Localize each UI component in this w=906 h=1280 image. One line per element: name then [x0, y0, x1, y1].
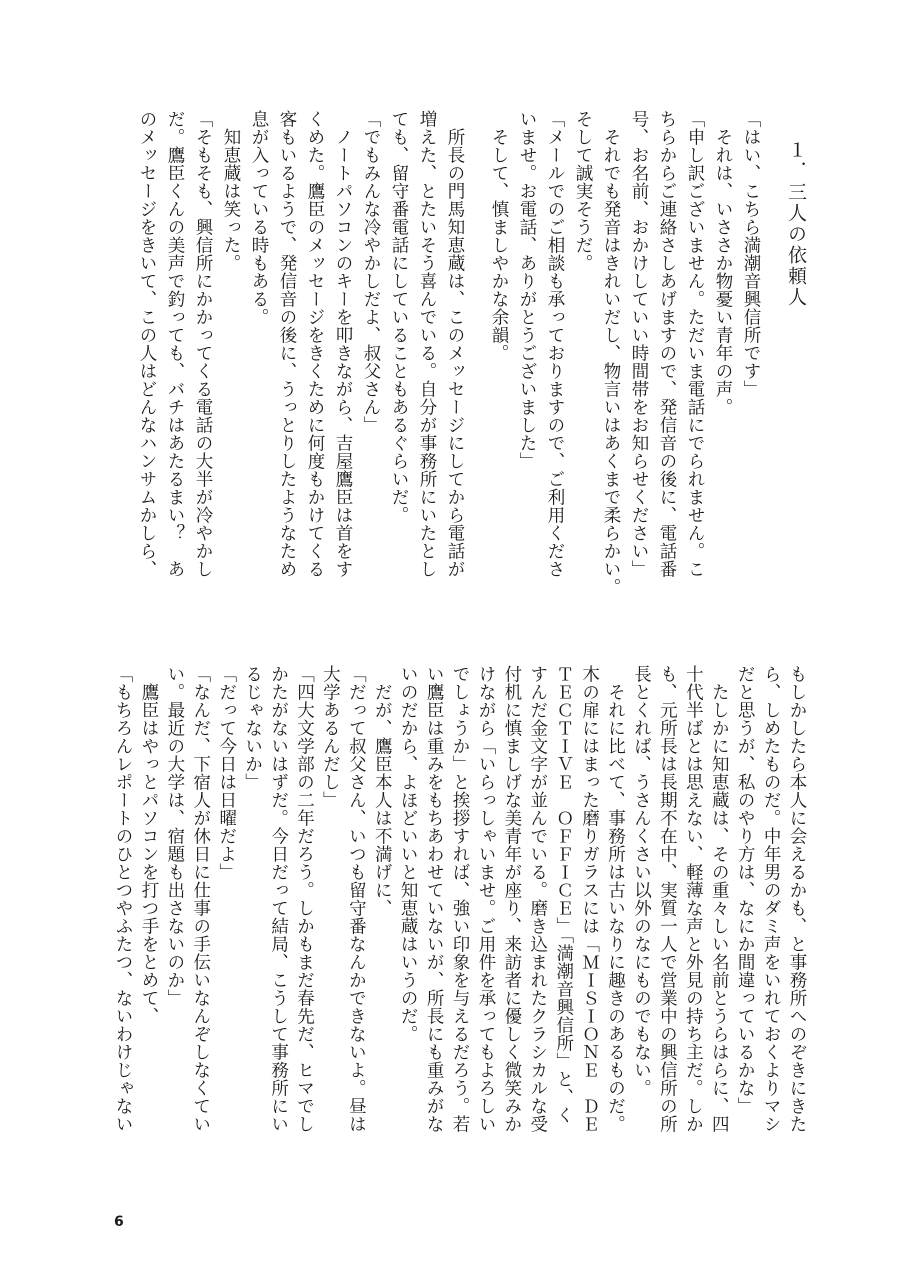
- text-line: い鷹臣は重みをもちあわせていないが、所長にも重みがな: [424, 665, 445, 1133]
- text-line: 号、お名前、おかけしていい時間帯をお知らせください」: [629, 110, 649, 578]
- text-line: 十代半ばとは思えない、軽薄な声と外見の持ち主だ。しか: [683, 665, 704, 1133]
- text-line: 増えた、とたいそう喜んでいる。自分が事務所にいたとし: [417, 110, 437, 578]
- text-line: 長とくれば、うさんくさい以外のなにものでもない。: [631, 665, 652, 1097]
- text-line: ら、しめたものだ。中年男のダミ声をいれておくよりマシ: [761, 665, 782, 1133]
- text-line: 「そもそも、興信所にかかってくる電話の大半が冷やかし: [193, 110, 213, 578]
- text-line: けながら「いらっしゃいませ。ご用件を承ってもよろしい: [475, 665, 496, 1133]
- text-line: 「なんだ、下宿人が休日に仕事の手伝いなんぞしなくてい: [190, 665, 211, 1133]
- text-line: 木の扉にはまった磨りガラスには「ＭＩＳＩＯＮＥ ＤＥ: [579, 665, 600, 1133]
- text-line: 「メールでのご相談も承っておりますので、ご利用くださ: [545, 110, 565, 578]
- text-line: そして誠実そうだ。: [573, 110, 593, 272]
- text-line: 大学あるんだし」: [320, 665, 341, 809]
- text-line: も、元所長は長期不在中、実質一人で営業中の興信所の所: [657, 665, 678, 1133]
- text-line: 「はい、こちら満潮音興信所です」: [741, 110, 761, 398]
- text-line: それでも発音はきれいだし、物言いはあくまで柔らかい。: [601, 110, 621, 596]
- text-line: だ。鷹臣くんの美声で釣っても、バチはあたるまい？ あ: [165, 110, 185, 578]
- text-line: 知恵蔵は笑った。: [221, 110, 241, 272]
- lower-text-block: [105, 665, 805, 1185]
- text-line: 息が入っている時もある。: [249, 110, 269, 326]
- upper-text-block: [115, 110, 805, 620]
- text-line: すんだ金文字が並んでいる。磨き込まれたクラシカルな受: [527, 665, 548, 1133]
- text-line: たしかに知恵蔵は、その重々しい名前とうらはらに、四: [709, 665, 730, 1133]
- text-line: 鷹臣はやっとパソコンを打つ手をとめて、: [138, 665, 159, 1025]
- text-line: るじゃないか」: [242, 665, 263, 791]
- text-line: い。最近の大学は、宿題も出さないのか」: [164, 665, 185, 1007]
- text-line: ちらからご連絡さしあげますので、発信音の後に、電話番: [657, 110, 677, 578]
- text-line: そして、慎ましやかな余韻。: [489, 110, 509, 362]
- text-line: それに比べて、事務所は古いなりに趣きのあるものだ。: [605, 665, 626, 1133]
- text-line: ノートパソコンのキーを叩きながら、吉屋鷹臣は首をす: [333, 110, 353, 578]
- chapter-heading: １．三人の依頼人: [785, 140, 807, 308]
- text-line: 「もちろんレポートのひとつやふたつ、ないわけじゃない: [113, 665, 134, 1133]
- text-line: もしかしたら本人に会えるかも、と事務所へのぞきにきた: [787, 665, 807, 1133]
- text-line: いのだから、よほどいいと知恵蔵はいうのだ。: [398, 665, 419, 1043]
- text-line: 客もいるようで、発信音の後に、うっとりしたようなため: [277, 110, 297, 578]
- text-line: 「申し訳ございません。ただいま電話にでられません。こ: [685, 110, 705, 578]
- text-line: 付机に慎ましげな美青年が座り、来訪者に優しく微笑みか: [501, 665, 522, 1133]
- text-line: かたがないはずだ。今日だって結局、こうして事務所にい: [268, 665, 289, 1133]
- text-line: 「だって今日は日曜だよ」: [216, 665, 237, 881]
- text-line: でしょうか」と挨拶すれば、強い印象を与えるだろう。若: [450, 665, 471, 1133]
- text-line: のメッセージをきいて、この人はどんなハンサムかしら、: [137, 110, 157, 578]
- text-line: だが、鷹臣本人は不満げに、: [372, 665, 393, 917]
- text-line: くめた。鷹臣のメッセージをきくために何度もかけてくる: [305, 110, 325, 578]
- text-line: 「でもみんな冷やかしだよ、叔父さん」: [361, 110, 381, 434]
- text-line: ＴＥＣＴＩＶＥ ＯＦＦＩＣＥ」「満潮音興信所」と、く: [553, 665, 574, 1125]
- text-line: それは、いささか物憂い青年の声。: [713, 110, 733, 416]
- text-line: 「だって叔父さん、いつも留守番なんかできないよ。昼は: [346, 665, 367, 1133]
- text-line: だと思うが、私のやり方は、なにか間違っているかな」: [735, 665, 756, 1115]
- text-line: いませ。お電話、ありがとうございました」: [517, 110, 537, 470]
- page-number: 6: [114, 1214, 124, 1230]
- text-line: 所長の門馬知恵蔵は、このメッセージにしてから電話が: [445, 110, 465, 578]
- text-line: ても、留守番電話にしていることもあるぐらいだ。: [389, 110, 409, 524]
- text-line: 「四大文学部の二年だろう。しかもまだ春先だ、ヒマでし: [294, 665, 315, 1133]
